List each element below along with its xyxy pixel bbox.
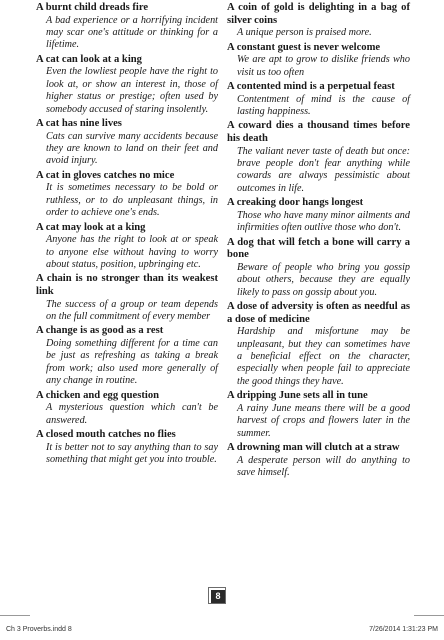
proverb-title: A closed mouth catches no flies [36,429,176,441]
proverb-entry [36,390,218,427]
proverb-meaning: A rainy June means there will be a good harvest of crops and flowers later in the summer. [237,402,410,439]
proverb-entry [36,118,218,168]
proverb-title: A coin of gold is delighting in a bag of silver coins [227,2,410,26]
proverb-title: A cat in gloves catches no mice [36,169,175,181]
proverb-entry [36,273,218,323]
slug-filename: Ch 3 Proverbs.indd 8 [6,626,72,633]
proverb-meaning: Even the lowliest people have the right to look at, or show an interest in, those of higher status or prestige; often used by somebody accused of staring insolently. [46,66,218,115]
proverb-entry [227,2,410,40]
proverb-entry [36,325,218,387]
proverb-entry [227,81,410,118]
slug-timestamp: 7/26/2014 1:31:23 PM [369,626,438,633]
proverb-title: A dog that will fetch a bone will carry a bone [227,236,410,261]
proverb-title: A creaking door hangs longest [227,197,364,209]
proverb-title: A change is as good as a rest [36,325,164,337]
proverb-title: A burnt child dreads fire [36,2,149,13]
proverb-meaning: The success of a group or team depends on the full commitment of every member [46,298,218,323]
proverb-meaning: It is better not to say anything than to say something that might get you into trouble. [46,441,218,466]
proverb-title: A cat may look at a king [36,221,146,233]
proverb-title: A dripping June sets all in tune [227,390,368,402]
proverb-entry [227,197,410,234]
proverb-title: A constant guest is never welcome [227,41,381,53]
proverb-title: A drowning man will clutch at a straw [227,442,400,454]
proverb-title: A cat has nine lives [36,118,122,130]
proverb-title: A cat can look at a king [36,53,142,65]
proverb-title: A chicken and egg question [36,389,160,401]
page-number: 8 [211,590,225,603]
proverb-title: A contented mind is a perpetual feast [227,81,395,92]
proverb-meaning: Contentment of mind is the cause of lasting happiness. [237,93,410,117]
proverb-title: A chain is no stronger than its weakest link [36,273,218,298]
proverb-entry [36,429,218,466]
proverb-entry [36,2,218,52]
proverb-entry [36,54,218,116]
proverb-entry [227,442,410,479]
proverb-meaning: Anyone has the right to look at or speak to anyone else without having to worry about status, position, upbringing etc. [46,234,218,271]
proverb-meaning: We are apt to grow to dislike friends who visit us too often [237,54,410,78]
proverb-meaning: Those who have many minor ailments and infirmities often outlive those who don't. [237,209,410,234]
proverb-meaning: A bad experience or a horrifying incident may scar one's attitude or thinking for a lifetime. [46,14,218,51]
proverb-meaning: A unique person is praised more. [237,27,372,39]
proverb-entry [227,390,410,440]
proverb-title: A dose of adversity is often as needful as a dose of medicine [227,301,410,325]
left-column [36,2,218,469]
proverb-title: A coward dies a thousand times before his death [227,120,410,144]
proverb-entry [36,170,218,220]
proverb-entry [227,301,410,388]
crop-mark [414,615,444,616]
proverb-entry [36,222,218,272]
right-column [227,2,410,481]
proverb-meaning: Cats can survive many accidents because they are known to land on their feet and avoid injury. [46,130,218,167]
proverb-meaning: Beware of people who bring you gossip about others, because they are equally likely to pass on gossip about you. [237,261,410,298]
proverb-entry [227,42,410,79]
proverb-entry [227,120,410,195]
proverb-meaning: The valiant never taste of death but once: brave people don't fear anything while cowards are always pessimistic about outcomes in life. [237,145,410,194]
proverb-meaning: Hardship and misfortune may be unpleasant, but they can sometimes have a beneficial effect on the character, especially when people fail to appreciate the good things they have. [237,326,410,387]
print-slug [0,624,444,638]
proverb-meaning: Doing something different for a time can be just as refreshing as taking a break from work; also used more generally of any change in routine. [46,338,218,387]
proverb-meaning: A mysterious question which can't be answered. [46,402,218,426]
proverb-meaning: A desperate person will do anything to save himself. [237,454,410,479]
proverb-meaning: It is sometimes necessary to be bold or ruthless, or to do unpleasant things, in order to achieve one's ends. [46,182,218,219]
crop-mark [0,615,30,616]
proverb-entry [227,237,410,299]
